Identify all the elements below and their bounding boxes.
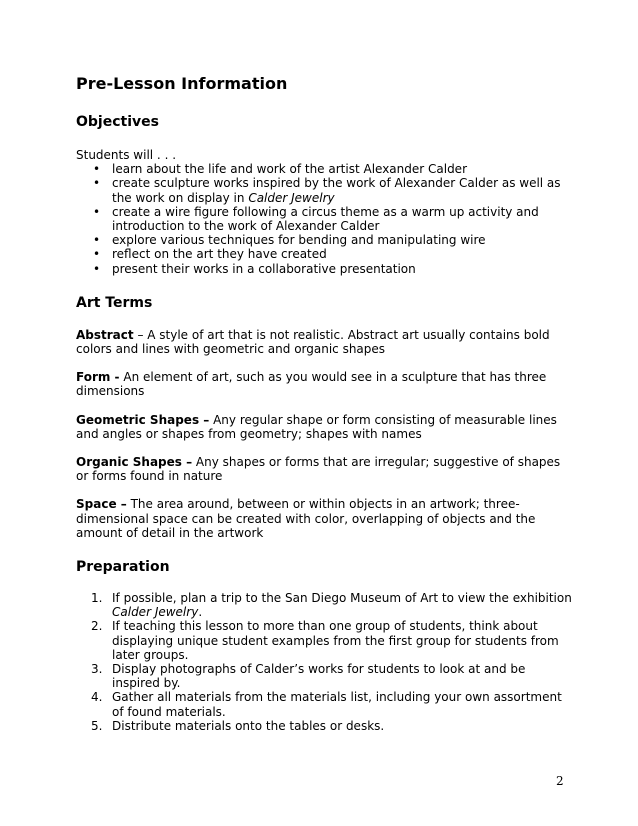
term-definition: An element of art, such as you would see in a sculpture that has three dimensions	[76, 370, 547, 399]
exhibition-title: Calder Jewelry	[248, 190, 335, 205]
preparation-item: 3. Display photographs of Calder’s works for students to look at and be inspired by.	[91, 662, 526, 691]
item-number: 4.	[91, 690, 103, 705]
preparation-item: 4. Gather all materials from the materials list, including your own assortment of found materials.	[91, 690, 562, 719]
term-definition: Any shapes or forms that are irregular; suggestive of shapes or forms found in nature	[76, 455, 561, 484]
item-number: 3.	[91, 662, 103, 677]
page-content	[76, 74, 572, 733]
objective-item: • reflect on the art they have created	[112, 247, 572, 261]
preparation-heading: Preparation	[76, 559, 170, 576]
term-entry	[76, 497, 572, 540]
item-number: 1.	[91, 591, 103, 606]
item-number: 2.	[91, 619, 103, 634]
objectives-heading: Objectives	[76, 114, 159, 130]
page-number: 2	[556, 774, 564, 788]
objective-item: • present their works in a collaborative presentation	[112, 262, 572, 276]
term-name: Geometric Shapes –	[76, 412, 210, 427]
objectives-intro: Students will . . .	[76, 148, 177, 162]
term-entry	[76, 413, 572, 441]
term-name: Organic Shapes –	[76, 455, 193, 470]
term-definition: A style of art that is not realistic. Abstract art usually contains bold colors and lines with geometric and organic shapes	[76, 327, 550, 357]
objective-item: • create a wire figure following a circus theme as a warm up activity and introduction to the work of Alexander Calder	[112, 205, 572, 233]
preparation-item: 5. Distribute materials onto the tables or desks.	[91, 718, 385, 733]
term-definition: Any regular shape or form consisting of measurable lines and angles or shapes from geometry; shapes with names	[76, 412, 557, 441]
objectives-list	[76, 162, 572, 276]
term-entry	[76, 370, 572, 398]
objective-item: • explore various techniques for bending and manipulating wire	[112, 233, 572, 247]
preparation-item: 2. If teaching this lesson to more than one group of students, think about displaying unique student examples from the first group for students from later groups.	[91, 619, 559, 662]
page-title: Pre-Lesson Information	[76, 74, 288, 93]
art-terms-list	[76, 328, 572, 540]
term-entry	[76, 455, 572, 483]
art-terms-heading: Art Terms	[76, 294, 153, 311]
term-name: Form -	[76, 370, 120, 385]
term-name: Abstract	[76, 327, 134, 342]
objective-item: • learn about the life and work of the artist Alexander Calder	[112, 162, 572, 176]
term-definition: The area around, between or within objects in an artwork; three-dimensional space can be created with color, overlapping of objects and the amount of detail in the artwork	[76, 497, 536, 540]
preparation-item: 1. If possible, plan a trip to the San Diego Museum of Art to view the exhibition Calder Jewelry.	[91, 591, 572, 620]
term-entry: Abstract – A style of art that is not realistic. Abstract art usually contains bold colors and lines with geometric and organic shapes	[76, 327, 550, 357]
objective-item: • create sculpture works inspired by the work of Alexander Calder as well as the work on display in Calder Jewelry	[112, 176, 572, 204]
preparation-list	[76, 591, 572, 733]
item-number: 5.	[91, 718, 103, 733]
term-name: Space –	[76, 497, 127, 512]
exhibition-title: Calder Jewelry	[112, 605, 199, 620]
